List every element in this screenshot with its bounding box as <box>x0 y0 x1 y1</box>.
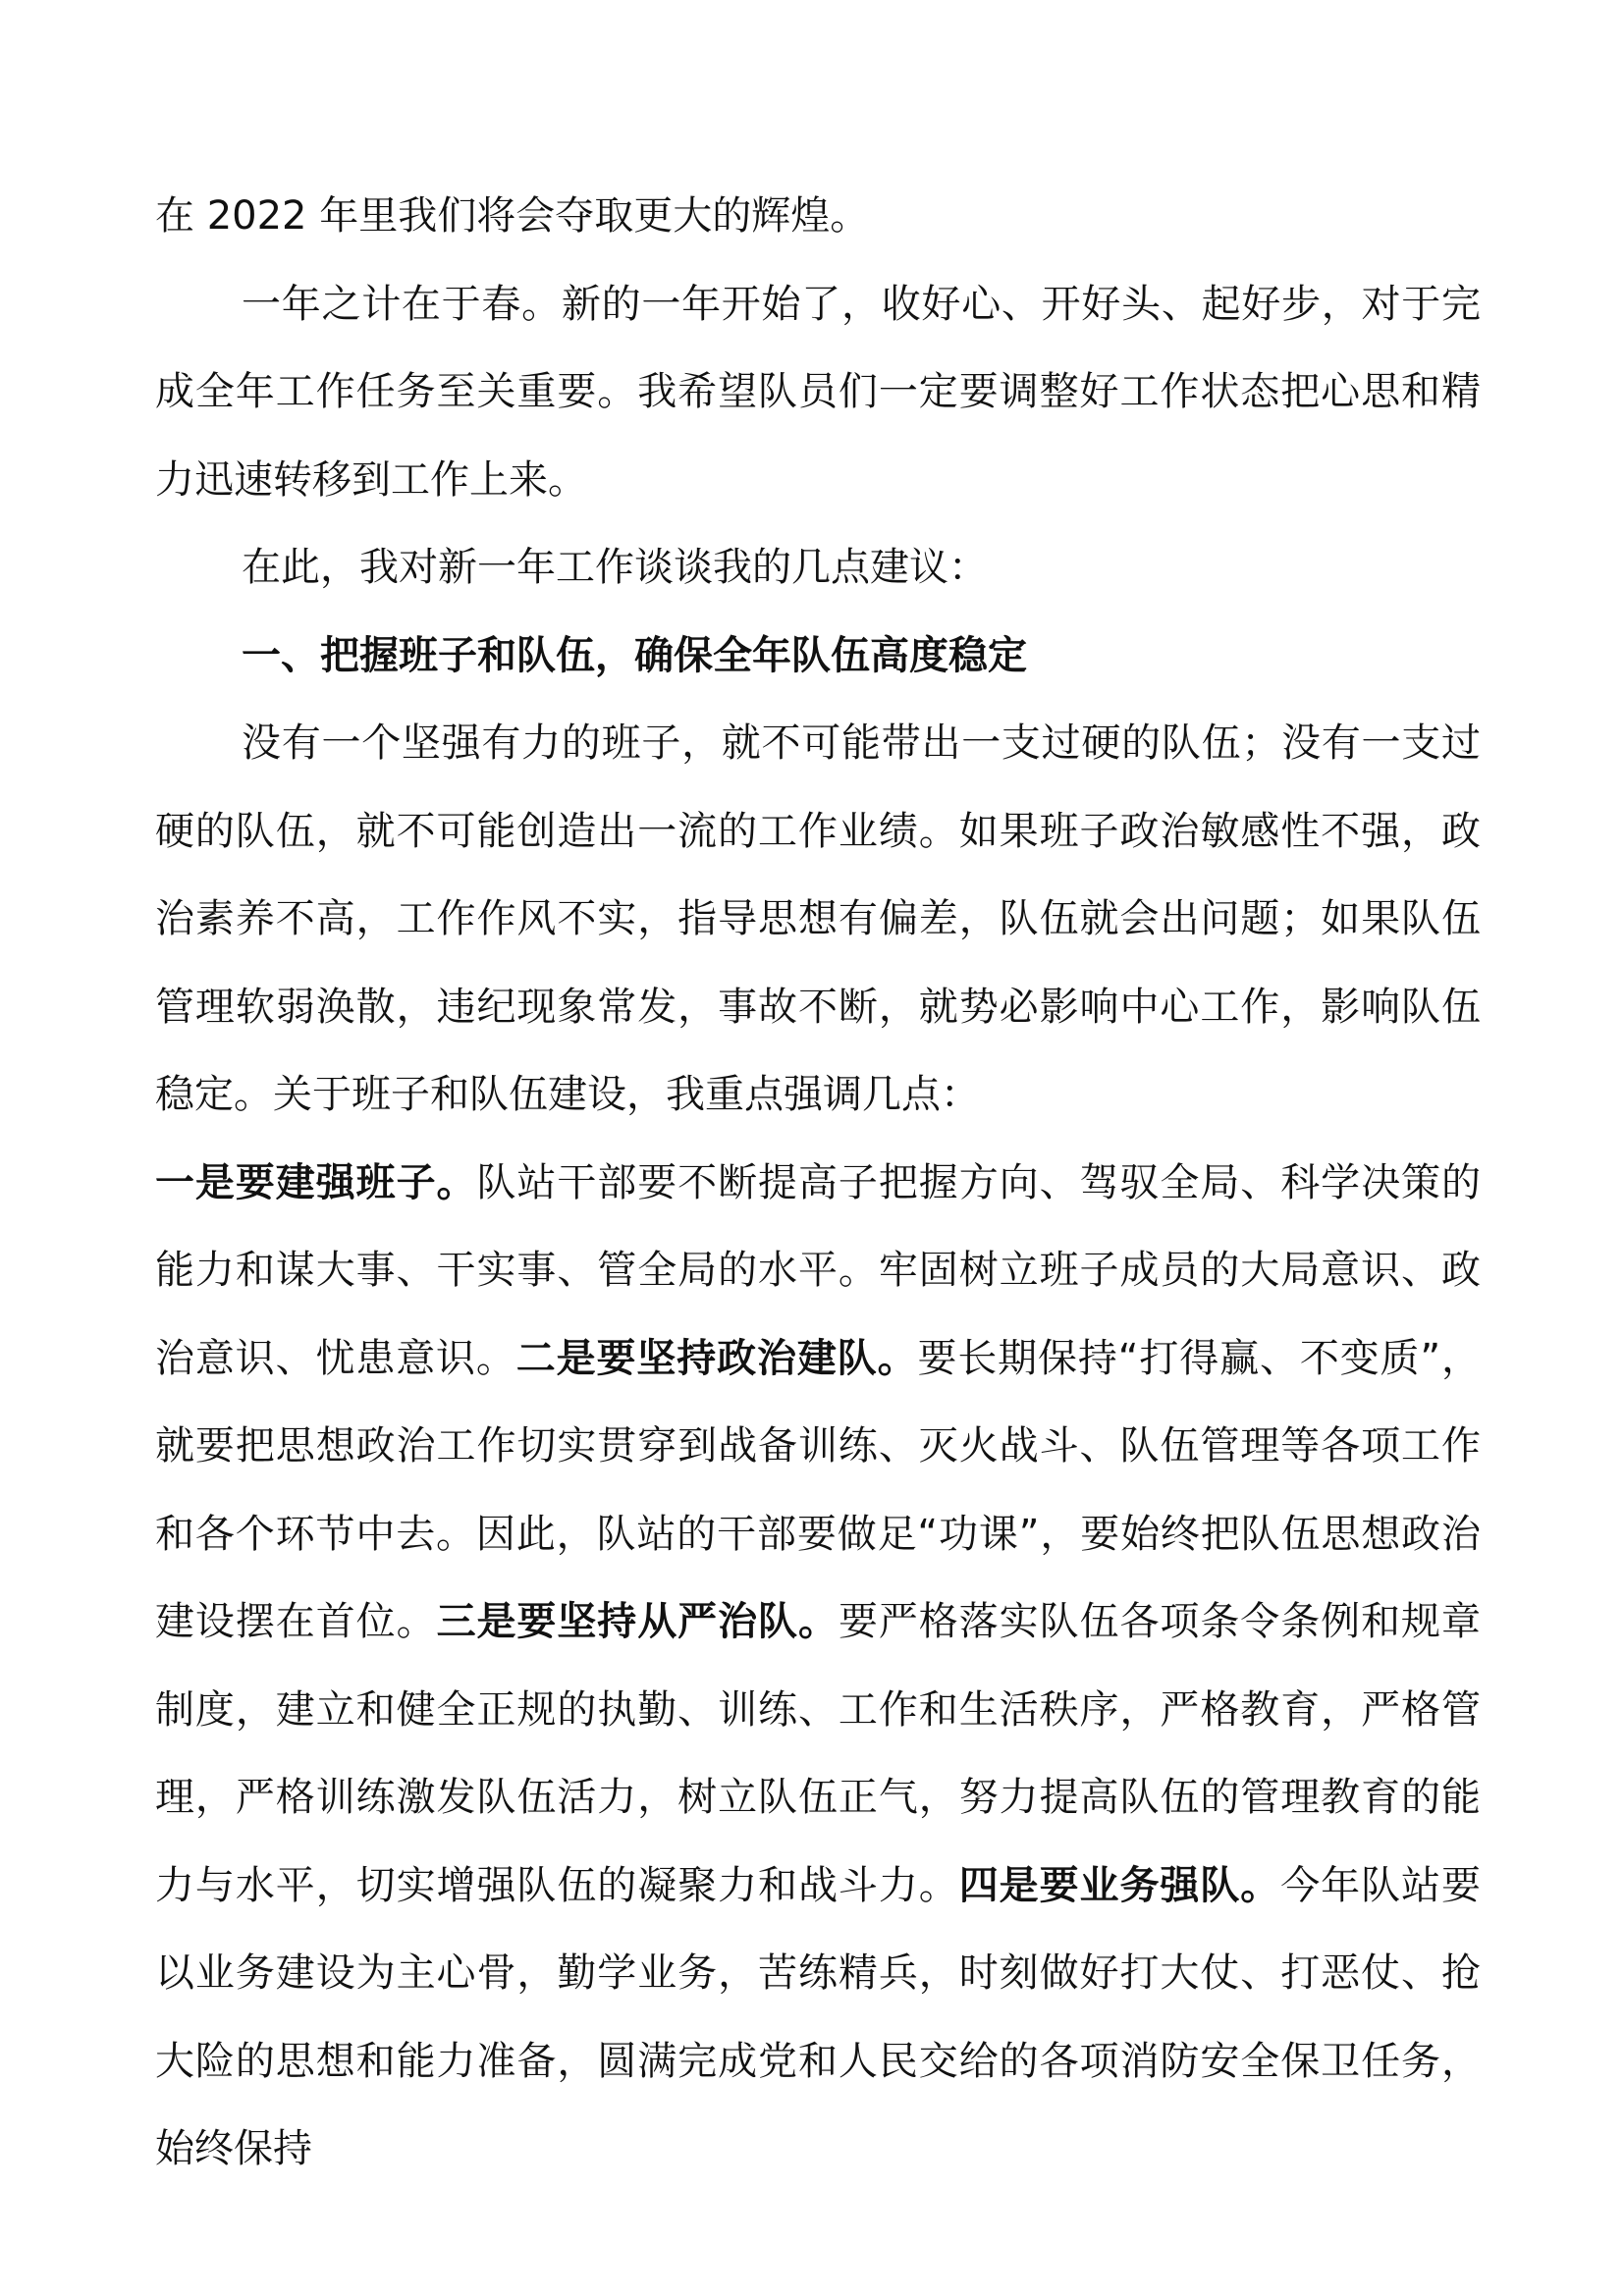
point-1-title: 一是要建强班子。 <box>155 1159 477 1205</box>
point-1-text: 队站干部要不断提高子把握方向、驾驭全局、科学决策的能力和谋大事、干实事、管全局的水平。牢固树立班子成员的大局意识、政治意识、忧患意识。 <box>155 1159 1481 1381</box>
point-3-text: 要严格落实队伍各项条令条例和规章制度，建立和健全正规的执勤、训练、工作和生活秩序，严格教育，严格管理，严格训练激发队伍活力，树立队伍正气，努力提高队伍的管理教育的能力与水平，切实增强队伍的凝聚力和战斗力。 <box>155 1599 1481 1908</box>
point-4-text: 今年队站要以业务建设为主心骨，勤学业务，苦练精兵，时刻做好打大仗、打恶仗、抢大险的思想和能力准备，圆满完成党和人民交给的各项消防安全保卫任务，始终保持 <box>155 1862 1481 2171</box>
point-2-text: 要长期保持“打得赢、不变质”，就要把思想政治工作切实贯穿到战备训练、灭火战斗、队伍管理等各项工作和各个环节中去。因此，队站的干部要做足“功课”，要始终把队伍思想政治建设摆在首位。 <box>155 1335 1482 1644</box>
paragraph-suggestions-lead: 在此，我对新一年工作谈谈我的几点建议： <box>242 545 988 590</box>
point-4-title: 四是要业务强队。 <box>958 1862 1281 1908</box>
paragraph-key-points <box>155 1140 1481 2194</box>
paragraph-new-year: 一年之计在于春。新的一年开始了，收好心、开好头、起好步，对于完成全年工作任务至关重要。我希望队员们一定要调整好工作状态把心思和精力迅速转移到工作上来。 <box>155 281 1481 503</box>
section-heading-1: 一、把握班子和队伍，确保全年队伍高度稳定 <box>242 632 1027 678</box>
paragraph-intro: 在 2022 年里我们将会夺取更大的辉煌。 <box>155 193 870 239</box>
point-2-title: 二是要坚持政治建队。 <box>515 1335 918 1381</box>
point-3-title: 三是要坚持从严治队。 <box>436 1599 839 1644</box>
document-page <box>155 173 1481 2194</box>
paragraph-team-building: 没有一个坚强有力的班子，就不可能带出一支过硬的队伍；没有一支过硬的队伍，就不可能创造出一流的工作业绩。如果班子政治敏感性不强，政治素养不高，工作作风不实，指导思想有偏差，队伍就会出问题；如果队伍管理软弱涣散，违纪现象常发，事故不断，就势必影响中心工作，影响队伍稳定。关于班子和队伍建设，我重点强调几点： <box>155 721 1481 1117</box>
